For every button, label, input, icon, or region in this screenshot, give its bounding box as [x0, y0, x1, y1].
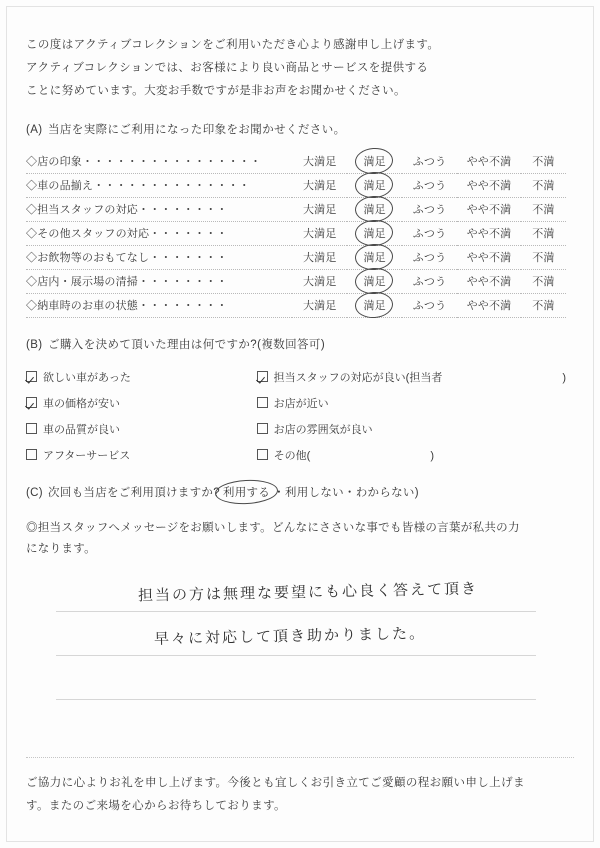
- table-row: [26, 245, 566, 269]
- writing-line: [56, 655, 536, 656]
- rating-option-neutral[interactable]: ふつう: [412, 228, 447, 240]
- question-1-text: 当店を実際にご利用になった印象をお聞かせください。: [48, 124, 346, 136]
- checkbox-option-quality[interactable]: [26, 416, 257, 442]
- checkbox-option-staff-response[interactable]: [257, 364, 566, 390]
- checkbox-icon[interactable]: [26, 371, 37, 382]
- question-4-line-2: になります。: [26, 543, 96, 556]
- rating-option-somewhat-dissatisfied[interactable]: やや不満: [466, 180, 512, 192]
- checkbox-icon[interactable]: [26, 397, 37, 408]
- rating-option-very-satisfied[interactable]: 大満足: [302, 228, 337, 240]
- handwritten-line-1: 担当の方は無理な要望にも心良く答えて頂き: [137, 579, 479, 605]
- closing-paragraph: [26, 757, 574, 818]
- rating-option-satisfied[interactable]: [347, 269, 401, 293]
- rating-row-label: ◇店の印象・・・・・・・・・・・・・・・・: [26, 155, 262, 168]
- selected-rating: 満足: [361, 296, 387, 314]
- rating-row-label: ◇その他スタッフの対応・・・・・・・: [26, 228, 228, 240]
- selected-rating: 満足: [361, 152, 387, 170]
- question-4-marker: ◎: [26, 521, 38, 534]
- checkbox-icon[interactable]: [257, 371, 268, 382]
- rating-option-satisfied[interactable]: [347, 173, 401, 197]
- rating-row-label: ◇車の品揃え・・・・・・・・・・・・・・: [26, 180, 250, 192]
- rating-option-somewhat-dissatisfied[interactable]: やや不満: [466, 155, 512, 168]
- table-row: [26, 221, 566, 245]
- q3-separator-2: ・: [343, 486, 356, 499]
- question-2-heading: [26, 336, 574, 352]
- intro-line-3: ことに努めています。大変お手数ですが是非お声をお聞かせください。: [26, 85, 406, 97]
- checkbox-icon[interactable]: [257, 423, 268, 434]
- intro-line-1: この度はアクティブコレクションをご利用いただき心より感謝申し上げます。: [26, 39, 440, 51]
- rating-option-dissatisfied[interactable]: 不満: [532, 155, 555, 168]
- checkbox-option-atmosphere[interactable]: [257, 416, 566, 442]
- table-row: [26, 149, 566, 173]
- rating-table: [26, 149, 566, 318]
- checkbox-icon[interactable]: [26, 423, 37, 434]
- selected-rating: 満足: [361, 248, 387, 266]
- question-3-heading: [26, 484, 574, 500]
- checkbox-option-near-store[interactable]: [257, 390, 566, 416]
- q3-choice-yes[interactable]: 利用する: [220, 484, 273, 500]
- intro-line-2: アクティブコレクションでは、お客様により良い商品とサービスを提供する: [26, 62, 429, 74]
- checkbox-option-other[interactable]: [257, 442, 566, 468]
- option-trailing: ): [562, 371, 566, 384]
- rating-row-label: ◇担当スタッフの対応・・・・・・・・: [26, 204, 228, 216]
- rating-option-neutral[interactable]: ふつう: [412, 300, 447, 312]
- rating-option-dissatisfied[interactable]: 不満: [532, 300, 555, 312]
- option-label: 車の品質が良い: [43, 423, 120, 436]
- rating-option-very-satisfied[interactable]: 大満足: [302, 276, 337, 288]
- writing-line: [56, 611, 536, 612]
- list-item: [26, 416, 566, 442]
- rating-option-somewhat-dissatisfied[interactable]: やや不満: [466, 228, 512, 240]
- option-label: お店の雰囲気が良い: [273, 423, 373, 436]
- intro-paragraph: [26, 34, 574, 103]
- rating-option-very-satisfied[interactable]: 大満足: [302, 155, 337, 168]
- q3-close-paren: ): [414, 486, 419, 499]
- rating-option-neutral[interactable]: ふつう: [412, 155, 447, 168]
- rating-option-satisfied[interactable]: [347, 293, 401, 317]
- closing-line-2: す。またのご来場を心からお待ちしております。: [26, 800, 286, 813]
- rating-option-very-satisfied[interactable]: 大満足: [302, 300, 337, 312]
- question-1-heading: [26, 121, 574, 137]
- checkbox-icon[interactable]: [257, 397, 268, 408]
- handwritten-line-2: 早々に対応して頂き助かりました。: [153, 624, 427, 649]
- selected-rating: 満足: [361, 200, 387, 218]
- option-label: 車の価格が安い: [43, 397, 120, 410]
- rating-option-dissatisfied[interactable]: 不満: [532, 204, 555, 216]
- table-row: [26, 269, 566, 293]
- checkbox-option-price[interactable]: [26, 390, 257, 416]
- option-label: 欲しい車があった: [43, 371, 131, 384]
- option-label: アフターサービス: [43, 449, 131, 462]
- table-row: [26, 197, 566, 221]
- rating-option-neutral[interactable]: ふつう: [412, 276, 447, 288]
- rating-option-dissatisfied[interactable]: 不満: [532, 180, 555, 192]
- closing-line-1: ご協力に心よりお礼を申し上げます。今後とも宜しくお引き立てご愛顧の程お願い申し上げま: [26, 777, 525, 790]
- table-row: [26, 293, 566, 317]
- question-1-marker: (A): [26, 124, 43, 136]
- rating-option-somewhat-dissatisfied[interactable]: やや不満: [466, 204, 512, 216]
- option-label: お店が近い: [273, 397, 329, 410]
- rating-option-dissatisfied[interactable]: 不満: [532, 228, 555, 240]
- rating-option-neutral[interactable]: ふつう: [412, 204, 447, 216]
- list-item: [26, 442, 566, 468]
- q3-choice-unknown[interactable]: わからない: [355, 486, 415, 499]
- question-3-text: 次回も当店をご利用頂けますか?: [48, 486, 220, 499]
- writing-line: [56, 699, 536, 700]
- question-2-marker: (B): [26, 338, 43, 351]
- selected-rating: 満足: [361, 272, 387, 290]
- checkbox-icon[interactable]: [257, 449, 268, 460]
- rating-option-satisfied[interactable]: [347, 221, 401, 245]
- checkbox-icon[interactable]: [26, 449, 37, 460]
- rating-option-dissatisfied[interactable]: 不満: [532, 276, 555, 288]
- selected-rating: 満足: [361, 176, 387, 194]
- purchase-reason-options: [26, 364, 566, 468]
- list-item: [26, 390, 566, 416]
- rating-option-very-satisfied[interactable]: 大満足: [302, 204, 337, 216]
- question-4-text: 担当スタッフへメッセージをお願いします。どんなにささいな事でも皆様の言葉が私共の力: [37, 521, 520, 534]
- question-2-text: ご購入を決めて頂いた理由は何ですか?(複数回答可): [48, 338, 326, 351]
- q3-separator-1: ・: [273, 486, 285, 499]
- rating-option-neutral[interactable]: ふつう: [412, 252, 447, 264]
- rating-option-somewhat-dissatisfied[interactable]: やや不満: [466, 276, 512, 288]
- option-trailing: ): [430, 449, 434, 462]
- rating-option-dissatisfied[interactable]: 不満: [532, 252, 555, 264]
- question-4-heading: [26, 518, 574, 562]
- checkbox-option-wanted-car[interactable]: [26, 364, 257, 390]
- rating-option-very-satisfied[interactable]: 大満足: [302, 252, 337, 264]
- q3-choice-no[interactable]: 利用しない: [284, 486, 344, 499]
- rating-row-label: ◇店内・展示場の清掃・・・・・・・・: [26, 276, 228, 288]
- question-4-line-1: [26, 518, 574, 540]
- rating-option-very-satisfied[interactable]: 大満足: [302, 180, 337, 192]
- checkbox-option-after-service[interactable]: [26, 442, 257, 468]
- handwriting-area[interactable]: [26, 575, 566, 735]
- rating-option-satisfied[interactable]: [347, 197, 401, 221]
- rating-option-somewhat-dissatisfied[interactable]: やや不満: [466, 300, 512, 312]
- rating-option-neutral[interactable]: ふつう: [412, 180, 447, 192]
- rating-option-satisfied[interactable]: [347, 245, 401, 269]
- option-label: 担当スタッフの対応が良い(担当者: [273, 371, 443, 384]
- list-item: [26, 364, 566, 390]
- rating-option-somewhat-dissatisfied[interactable]: やや不満: [466, 252, 512, 264]
- option-label: その他(: [273, 449, 311, 462]
- question-3-marker: (C): [26, 486, 43, 499]
- rating-row-label: ◇納車時のお車の状態・・・・・・・・: [26, 300, 228, 312]
- document-content: [26, 34, 574, 818]
- selected-rating: 満足: [361, 224, 387, 242]
- rating-row-label: ◇お飲物等のおもてなし・・・・・・・: [26, 252, 228, 264]
- rating-option-satisfied[interactable]: [347, 149, 401, 173]
- table-row: [26, 173, 566, 197]
